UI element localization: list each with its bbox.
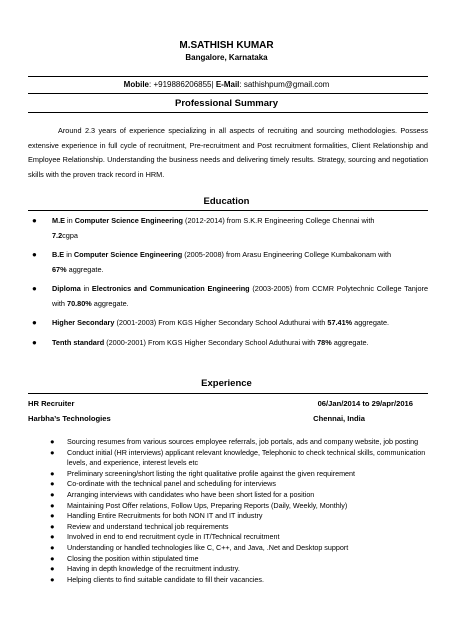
list-item xyxy=(50,490,442,501)
bullet-icon: ● xyxy=(32,337,37,347)
bullet-icon: ● xyxy=(50,511,55,521)
duty-text: Arranging interviews with candidates who have been short listed for a position xyxy=(67,489,315,499)
degree: Tenth standard xyxy=(52,337,105,347)
text: aggregate. xyxy=(91,298,129,308)
degree: Diploma xyxy=(52,284,81,293)
summary-heading: Professional Summary xyxy=(175,98,278,109)
job-location: Chennai, India xyxy=(313,414,365,423)
field: Computer Science Engineering xyxy=(74,216,183,225)
text: aggregate. xyxy=(352,318,390,327)
bullet-icon: ● xyxy=(32,250,37,259)
list-item xyxy=(50,448,442,469)
email-value: : sathishpum@gmail.com xyxy=(239,80,330,89)
score: 57.41% xyxy=(327,318,353,327)
list-item xyxy=(28,282,428,311)
duty-text: Sourcing resumes from various sources employee referrals, job portals, ads and company website, job posting xyxy=(67,437,419,446)
list-item xyxy=(50,469,442,480)
bullet-icon: ● xyxy=(50,574,55,584)
list-item xyxy=(50,511,442,522)
score: 7.2 xyxy=(52,230,63,240)
duty-text: Understanding or handled technologies like C, C++, and Java, .Net and Desktop support xyxy=(67,542,349,552)
degree: Higher Secondary xyxy=(52,318,115,327)
list-item xyxy=(50,437,442,448)
bullet-icon: ● xyxy=(32,284,37,293)
score: 78% xyxy=(317,337,332,347)
mobile-value: : +919886206855| xyxy=(149,80,214,89)
duty-text: Conduct initial (HR interviews) applicant relevant knowledge, Telephonic to check technical skills, communication levels, and experience, interest levels etc xyxy=(67,447,426,468)
text: in xyxy=(64,216,75,225)
bullet-icon: ● xyxy=(32,216,37,225)
list-item xyxy=(50,532,442,543)
summary-paragraph xyxy=(28,124,428,182)
duty-text: Closing the position within stipulated time xyxy=(67,553,199,563)
header-rule-top xyxy=(28,76,428,77)
list-item xyxy=(50,501,442,512)
bullet-icon: ● xyxy=(50,437,55,446)
bullet-icon: ● xyxy=(50,447,55,457)
bullet-icon: ● xyxy=(50,553,55,563)
education-list xyxy=(28,214,428,355)
list-item xyxy=(50,479,442,490)
score: 67% xyxy=(52,264,67,274)
education-heading: Education xyxy=(203,196,250,207)
field: Electronics and Communication Engineering xyxy=(91,284,250,293)
company-name: Harbha’s Technologies xyxy=(28,414,111,423)
text: aggregate. xyxy=(331,337,369,347)
list-item xyxy=(50,522,442,533)
duty-text: Having in depth knowledge of the recruitment industry. xyxy=(67,564,240,574)
summary-rule xyxy=(28,112,428,113)
mobile-label: Mobile xyxy=(123,80,149,89)
duty-text: Maintaining Post Offer relations, Follow Ups, Preparing Reports (Daily, Weekly, Monthly) xyxy=(67,500,348,510)
duties-list xyxy=(50,437,442,585)
list-item xyxy=(28,248,428,277)
text: aggregate. xyxy=(66,264,104,274)
bullet-icon: ● xyxy=(50,542,55,552)
degree: M.E xyxy=(52,216,65,225)
experience-heading: Experience xyxy=(201,378,252,389)
bullet-icon: ● xyxy=(50,489,55,499)
text: (2005-2008) from Arasu Engineering College Kumbakonam with xyxy=(182,250,392,259)
duty-text: Co-ordinate with the technical panel and scheduling for interviews xyxy=(67,479,276,489)
text: in xyxy=(80,284,92,293)
duty-text: Handling Entire Recruitments for both NON IT and IT industry xyxy=(67,511,263,521)
job-title: HR Recruiter xyxy=(28,399,75,408)
contact-line xyxy=(0,80,453,89)
email-label: E-Mail xyxy=(215,80,240,89)
header-rule-bottom xyxy=(28,93,428,94)
bullet-icon: ● xyxy=(50,532,55,542)
text: in xyxy=(64,250,74,259)
text: (2000-2001) From KGS Higher Secondary School Aduthurai with xyxy=(104,337,318,347)
field: Computer Science Engineering xyxy=(73,250,183,259)
bullet-icon: ● xyxy=(50,564,55,574)
bullet-icon: ● xyxy=(50,479,55,489)
bullet-icon: ● xyxy=(50,521,55,531)
duty-text: Preliminary screening/short listing the right qualitative profile against the given requirement xyxy=(67,468,356,478)
list-item xyxy=(50,554,442,565)
list-item xyxy=(28,316,428,331)
duty-text: Involved in end to end recruitment cycle in IT/Technical recruitment xyxy=(67,532,280,542)
job-dates: 06/Jan/2014 to 29/apr/2016 xyxy=(317,399,413,408)
list-item xyxy=(28,214,428,243)
candidate-location: Bangalore, Karnataka xyxy=(185,53,268,62)
list-item xyxy=(50,543,442,554)
text: (2001-2003) From KGS Higher Secondary School Aduthurai with xyxy=(114,318,328,327)
experience-rule xyxy=(28,393,428,394)
text: (2012-2014) from S.K.R Engineering College Chennai with xyxy=(182,216,375,225)
summary-text: Around 2.3 years of experience specializing in all aspects of recruiting and sourcing methodologies. Possess extensive experience in full cycle of recruitment, Pre-recruitment and Post recruitment formalities, Client Relationship and Employee Relationship. Understanding the business needs and delivering timely results. Strategy, sourcing and negotiation skills with the proven track record in HRM. xyxy=(28,126,428,179)
bullet-icon: ● xyxy=(32,318,37,327)
text: cgpa xyxy=(62,230,78,240)
candidate-name: M.SATHISH KUMAR xyxy=(179,40,274,51)
duty-text: Helping clients to find suitable candidate to fill their vacancies. xyxy=(67,574,264,584)
bullet-icon: ● xyxy=(50,500,55,510)
text: (2003-2005) from CCMR Polytechnic College Tanjore with xyxy=(52,284,429,308)
score: 70.80% xyxy=(67,298,92,308)
degree: B.E xyxy=(52,250,65,259)
list-item xyxy=(50,575,442,586)
education-rule xyxy=(28,210,428,211)
list-item xyxy=(50,564,442,575)
duty-text: Review and understand technical job requirements xyxy=(67,521,229,531)
bullet-icon: ● xyxy=(50,468,55,478)
list-item xyxy=(28,336,428,351)
